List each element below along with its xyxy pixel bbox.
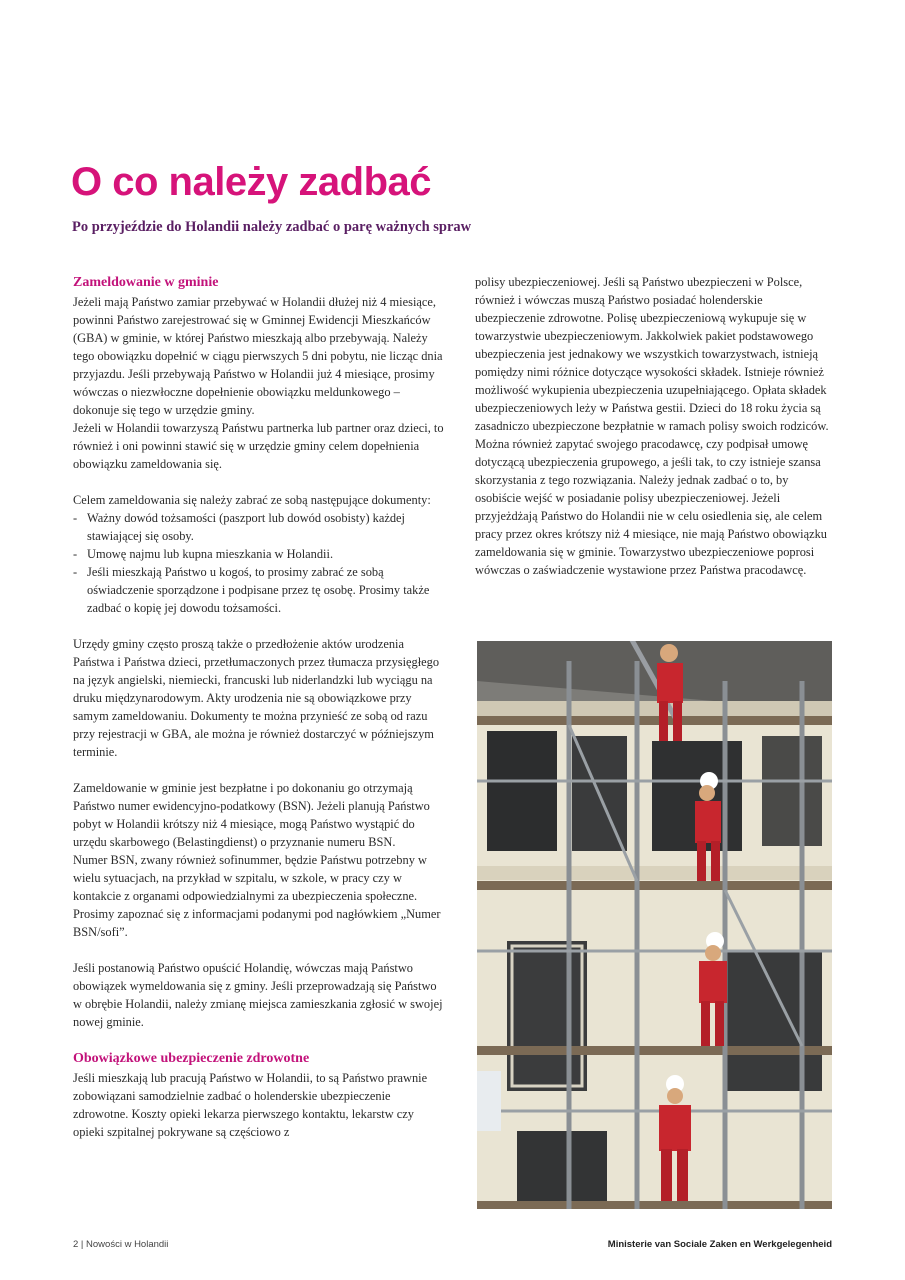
- section-heading-insurance: Obowiązkowe ubezpieczenie zdrowotne: [73, 1051, 310, 1066]
- paragraph: polisy ubezpieczeniowej. Jeśli są Państwo ubezpieczeni w Polsce, również i wówczas muszą Państwo posiadać holenderskie ubezpieczenie zdrowotne. Polisę ubezpieczeniową wykupuje się w towarzystwie ubezpieczeniowym. Jakkolwiek pakiet podstawowego ubezpieczenia jest jednakowy we wszystkich towarzystwach, istnieją pomiędzy nimi różnice dotyczące wysokości składek. Istnieje również możliwość wykupienia ubezpieczenia uzupełniającego. Opłata składek ubezpieczeniowych leży w Państwa gestii. Dzieci do 18 roku życia są zasadniczo ubezpieczone bezpłatnie w ramach polisy swoich rodziców. Można również zapytać swojego pracodawcę, czy podpisał umowę dotyczącą ubezpieczenia grupowego, a jeśli tak, to czy istnieje szansa skorzystania z tego rozwiązania. Należy jednak zadbać o to, by osobiście wejść w posiadanie polisy ubezpieczeniowej. Jeżeli przyjeżdżają Państwo do Holandii nie w celu osiedlenia się, ale celem pracy przez okres krótszy niż 4 miesiące, nie mają Państwo obowiązku zameldowania się w gminie. Towarzystwo ubezpieczeniowe poprosi wówczas o zaświadczenie wystawione przez Państwa pracodawcę.: [475, 275, 829, 577]
- paragraph: Urzędy gminy często proszą także o przedłożenie aktów urodzenia Państwa i Państwa dzieci, przetłumaczonych przez tłumacza przysięgłego na język angielski, niemiecki, francuski lub niderlandzki lub wyciągu na druku międzynarodowym. Akty urodzenia nie są obowiązkowe przy samym zameldowaniu. Dokumenty te można przynieść ze sobą od razu przy rejestracji w GBA, ale można je również dostarczyć w późniejszym terminie.: [73, 637, 440, 759]
- list-item: - Umowę najmu lub kupna mieszkania w Holandii.: [73, 545, 445, 563]
- paragraph: Jeśli mieszkają lub pracują Państwo w Holandii, to są Państwo prawnie zobowiązani samodzielnie zadbać o holenderskie ubezpieczenie zdrowotne. Koszty opieki lekarza pierwszego kontaktu, lekarstw czy opieki szpitalnej pokrywane są częściowo z: [73, 1071, 428, 1139]
- footer-publisher: Ministerie van Sociale Zaken en Werkgelegenheid: [607, 1239, 832, 1250]
- footer-page-label: 2 | Nowości w Holandii: [73, 1239, 169, 1250]
- photo-illustration: [477, 641, 832, 1209]
- paragraph: Jeśli postanowią Państwo opuścić Holandię, wówczas mają Państwo obowiązek wymeldowania się z gminy. Jeśli przeprowadzają się Państwo w obrębie Holandii, należy zmianę miejsca zamieszkania zgłosić w swojej nowej gminie.: [73, 961, 443, 1029]
- paragraph: Jeżeli mają Państwo zamiar przebywać w Holandii dłużej niż 4 miesiące, powinni Państwo zarejestrować się w Gminnej Ewidencji Mieszkańców (GBA) w gminie, w której Państwo mieszkają albo przebywają. Należy tego obowiązku dopełnić w ciągu pierwszych 5 dni pobytu, nie licząc dnia przyjazdu. Jeśli przebywają Państwo w Holandii już 4 miesiące, prosimy wówczas o niezwłoczne dopełnienie obowiązku meldunkowego – dokonuje się tego w urzędzie gminy.: [73, 295, 443, 417]
- list-item: - Ważny dowód tożsamości (paszport lub dowód osobisty) każdej stawiającej się osoby.: [73, 509, 445, 545]
- documents-list: [73, 509, 445, 617]
- right-column: [475, 273, 835, 579]
- page-subtitle: Po przyjeździe do Holandii należy zadbać o parę ważnych spraw: [72, 219, 472, 235]
- left-column: [73, 273, 445, 1141]
- paragraph: Zameldowanie w gminie jest bezpłatne i po dokonaniu go otrzymają Państwo numer ewidencyjno-podatkowy (BSN). Jeżeli planują Państwo pobyt w Holandii krótszy niż 4 miesiące, mogą Państwo wystąpić do urzędu skarbowego (Belastingdienst) o przyznanie numeru BSN.: [73, 781, 430, 849]
- scaffolding-workers-photo: [477, 641, 832, 1209]
- section-heading-registration: Zameldowanie w gminie: [73, 275, 219, 290]
- page-title: O co należy zadbać: [71, 160, 432, 204]
- paragraph: Jeżeli w Holandii towarzyszą Państwu partnerka lub partner oraz dzieci, to również i oni powinni stawić się w urzędzie gminy celem dopełnienia obowiązku zameldowania się.: [73, 421, 444, 471]
- paragraph: Celem zameldowania się należy zabrać ze sobą następujące dokumenty:: [73, 493, 431, 507]
- list-item: - Jeśli mieszkają Państwo u kogoś, to prosimy zabrać ze sobą oświadczenie sporządzone i podpisane przez tę osobę. Prosimy także zadbać o kopię jej dowodu tożsamości.: [73, 563, 445, 617]
- paragraph: Numer BSN, zwany również sofinummer, będzie Państwu potrzebny w wielu sytuacjach, na przykład w szpitalu, w szkole, w pracy czy w kontakcie z organami odpowiedzialnymi za ubezpieczenia społeczne. Prosimy zapoznać się z informacjami podanymi pod nagłówkiem „Numer BSN/sofi”.: [73, 853, 441, 939]
